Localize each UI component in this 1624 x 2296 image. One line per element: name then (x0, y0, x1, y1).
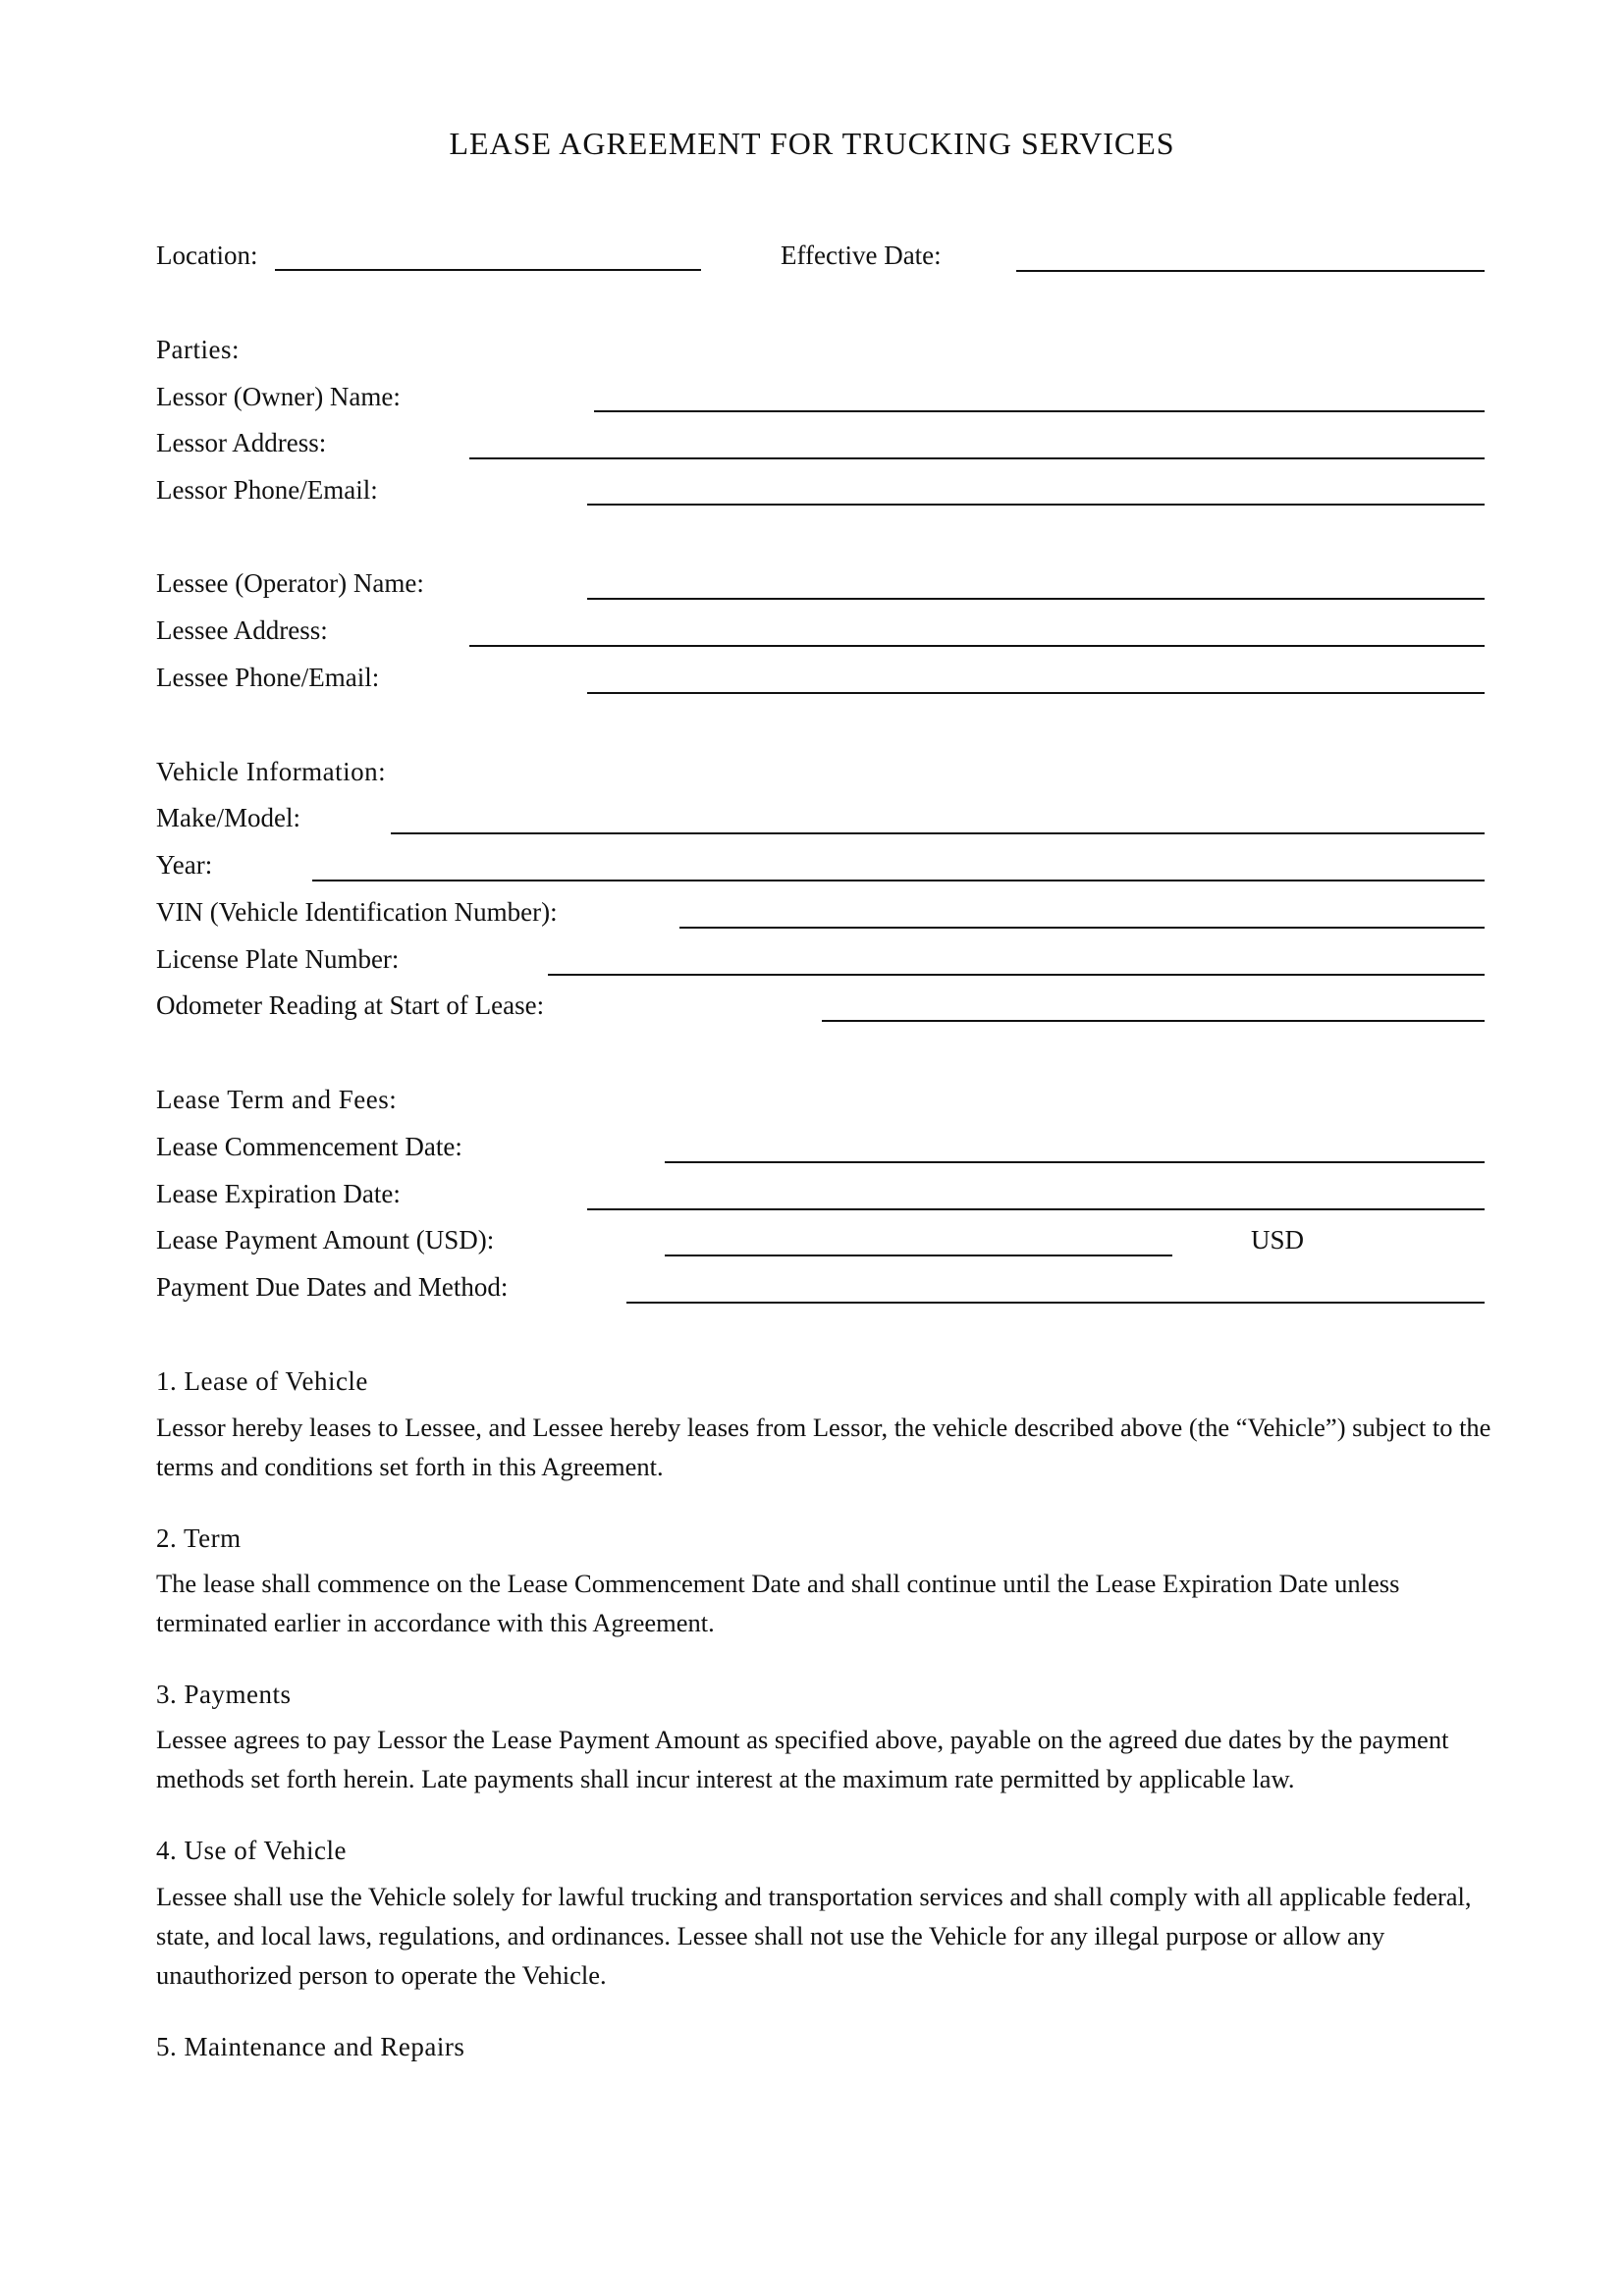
location-field[interactable] (275, 269, 701, 271)
section-heading: 1. Lease of Vehicle (156, 1366, 368, 1396)
lessee-contact-label: Lessee Phone/Email: (156, 663, 380, 692)
payment-due-label: Payment Due Dates and Method: (156, 1272, 509, 1302)
year-field[interactable] (312, 880, 1485, 881)
vehicle-heading: Vehicle Information: (156, 757, 387, 786)
lessee-name-label: Lessee (Operator) Name: (156, 568, 424, 598)
vin-field[interactable] (679, 927, 1485, 929)
currency-suffix: USD (1251, 1225, 1305, 1255)
lessee-contact-field[interactable] (587, 692, 1485, 694)
lessor-contact-label: Lessor Phone/Email: (156, 475, 378, 505)
section-body: The lease shall commence on the Lease Commencement Date and shall continue until the Lease Expiration Date unless terminated earlier in accordance with this Agreement. (156, 1569, 1400, 1637)
odometer-field[interactable] (822, 1020, 1485, 1022)
section-heading: 3. Payments (156, 1680, 292, 1709)
effective-date-label: Effective Date: (781, 240, 942, 270)
document-title: LEASE AGREEMENT FOR TRUCKING SERVICES (449, 126, 1175, 161)
lessor-name-field[interactable] (594, 410, 1485, 412)
lessor-address-label: Lessor Address: (156, 428, 327, 457)
lessee-name-field[interactable] (587, 598, 1485, 600)
effective-date-field[interactable] (1016, 270, 1485, 272)
section-heading: 4. Use of Vehicle (156, 1836, 347, 1865)
lessor-name-label: Lessor (Owner) Name: (156, 382, 401, 411)
lessor-contact-field[interactable] (587, 504, 1485, 506)
section-heading: 2. Term (156, 1523, 242, 1553)
section-body: Lessee shall use the Vehicle solely for lawful trucking and transportation services and shall comply with all applicable federal, state, and local laws, regulations, and ordinances. Lessee shall not use the Vehicle for any illegal purpose or allow any unauthorized person to operate the Vehicle. (156, 1882, 1472, 1990)
lessee-address-field[interactable] (469, 645, 1485, 647)
make-model-label: Make/Model: (156, 803, 300, 832)
vin-label: VIN (Vehicle Identification Number): (156, 897, 558, 927)
payment-due-field[interactable] (626, 1302, 1485, 1304)
license-plate-field[interactable] (548, 974, 1485, 976)
section-heading: 5. Maintenance and Repairs (156, 2032, 465, 2061)
payment-amount-label: Lease Payment Amount (USD): (156, 1225, 495, 1255)
license-plate-label: License Plate Number: (156, 944, 400, 974)
expiration-date-field[interactable] (587, 1208, 1485, 1210)
location-label: Location: (156, 240, 258, 270)
lease-terms-heading: Lease Term and Fees: (156, 1085, 398, 1114)
payment-amount-field[interactable] (665, 1255, 1172, 1256)
section-body: Lessee agrees to pay Lessor the Lease Payment Amount as specified above, payable on the agreed due dates by the payment methods set forth herein. Late payments shall incur interest at the maximum rate permitted by applicable law. (156, 1725, 1449, 1793)
lessee-address-label: Lessee Address: (156, 615, 328, 645)
commencement-date-field[interactable] (665, 1161, 1485, 1163)
lessor-address-field[interactable] (469, 457, 1485, 459)
make-model-field[interactable] (391, 832, 1485, 834)
odometer-label: Odometer Reading at Start of Lease: (156, 990, 545, 1020)
parties-heading: Parties: (156, 335, 240, 364)
expiration-date-label: Lease Expiration Date: (156, 1179, 401, 1208)
year-label: Year: (156, 850, 213, 880)
commencement-date-label: Lease Commencement Date: (156, 1132, 462, 1161)
section-body: Lessor hereby leases to Lessee, and Lessee hereby leases from Lessor, the vehicle described above (the “Vehicle”) subject to the terms and conditions set forth in this Agreement. (156, 1413, 1491, 1481)
